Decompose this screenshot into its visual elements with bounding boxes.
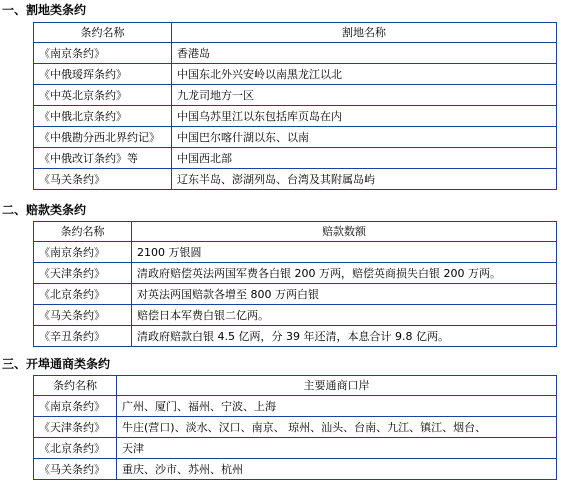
treaty-name-cell: 《南京条约》 [34,242,132,263]
header-ceded-land: 割地名称 [172,23,557,43]
table-row [34,459,557,480]
table-row [34,169,557,190]
trade-ports-cell: 天津 [117,438,557,459]
treaty-name-cell: 《中英北京条约》 [34,85,172,106]
table-row [34,396,557,417]
indemnity-amount-cell: 清政府赔偿英法两国军费各白银 200 万两，赔偿英商损失白银 200 万两。 [132,263,557,284]
trade-ports-table [33,375,557,480]
header-indemnity-amount: 赔款数额 [132,222,557,242]
treaty-name-cell: 《天津条约》 [34,263,132,284]
section-title-land-cession: 一、割地类条约 [2,3,87,17]
header-treaty-name: 条约名称 [34,222,132,242]
treaty-name-cell: 《马关条约》 [34,459,117,480]
treaty-name-cell: 《马关条约》 [34,169,172,190]
trade-ports-cell: 牛庄(营口)、淡水、汉口、南京、 琼州、汕头、台南、九江、镇江、烟台、 [117,417,557,438]
table-row [34,263,557,284]
trade-ports-cell: 重庆、沙市、苏州、杭州 [117,459,557,480]
table-header-row [34,23,557,43]
ceded-land-cell: 中国东北外兴安岭以南黑龙江以北 [172,64,557,85]
land-cession-table [33,22,557,190]
treaty-name-cell: 《马关条约》 [34,305,132,326]
table-row [34,43,557,64]
table-row [34,85,557,106]
table-row [34,106,557,127]
treaty-name-cell: 《南京条约》 [34,396,117,417]
table-row [34,326,557,347]
ceded-land-cell: 中国乌苏里江以东包括库页岛在内 [172,106,557,127]
treaty-name-cell: 《中俄改订条约》等 [34,148,172,169]
table-header-row [34,222,557,242]
treaty-name-cell: 《北京条约》 [34,284,132,305]
indemnity-table [33,221,557,347]
indemnity-amount-cell: 2100 万银圆 [132,242,557,263]
section-title-indemnity: 二、赔款类条约 [2,203,87,217]
ceded-land-cell: 中国西北部 [172,148,557,169]
trade-ports-cell: 广州、厦门、福州、宁波、上海 [117,396,557,417]
table-row [34,284,557,305]
ceded-land-cell: 辽东半岛、澎湖列岛、台湾及其附属岛屿 [172,169,557,190]
indemnity-amount-cell: 赔偿日本军费白银二亿两。 [132,305,557,326]
ceded-land-cell: 九龙司地方一区 [172,85,557,106]
treaty-name-cell: 《南京条约》 [34,43,172,64]
header-treaty-name: 条约名称 [34,23,172,43]
table-row [34,438,557,459]
treaty-name-cell: 《中俄勘分西北界约记》 [34,127,172,148]
header-treaty-name: 条约名称 [34,376,117,396]
indemnity-amount-cell: 对英法两国赔款各增至 800 万两白银 [132,284,557,305]
table-row [34,64,557,85]
header-trade-ports: 主要通商口岸 [117,376,557,396]
treaty-name-cell: 《辛丑条约》 [34,326,132,347]
section-title-trade-ports: 三、开埠通商类条约 [2,357,111,371]
treaty-name-cell: 《天津条约》 [34,417,117,438]
ceded-land-cell: 中国巴尔喀什湖以东、以南 [172,127,557,148]
table-row [34,305,557,326]
indemnity-amount-cell: 清政府赔款白银 4.5 亿两，分 39 年还清，本息合计 9.8 亿两。 [132,326,557,347]
table-row [34,127,557,148]
table-header-row [34,376,557,396]
table-row [34,242,557,263]
treaty-name-cell: 《中俄北京条约》 [34,106,172,127]
treaty-name-cell: 《北京条约》 [34,438,117,459]
treaty-name-cell: 《中俄瑷珲条约》 [34,64,172,85]
table-row [34,417,557,438]
ceded-land-cell: 香港岛 [172,43,557,64]
table-row [34,148,557,169]
